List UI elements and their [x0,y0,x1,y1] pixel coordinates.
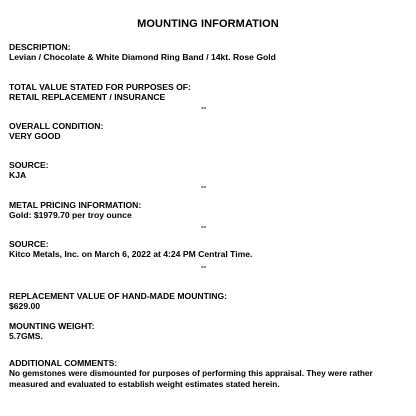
condition-value: VERY GOOD [9,131,61,141]
pricing-source-dash: -- [201,262,207,271]
metal-pricing-label: METAL PRICING INFORMATION: [9,200,142,210]
comments-label: ADDITIONAL COMMENTS: [9,358,118,368]
weight-label: MOUNTING WEIGHT: [9,321,95,331]
pricing-source-value: Kitco Metals, Inc. on March 6, 2022 at 4:24 PM Central Time. [9,249,253,259]
condition-section [9,121,409,141]
comments-section [9,358,409,389]
total-value-label-line2: RETAIL REPLACEMENT / INSURANCE [9,92,166,102]
description-label: DESCRIPTION: [9,42,71,52]
condition-label: OVERALL CONDITION: [9,121,104,131]
comments-line2: measured and evaluated to establish weight estimates stated herein. [9,378,280,389]
source-label: SOURCE: [9,160,49,170]
metal-pricing-section [9,200,409,220]
source-section [9,160,409,180]
weight-value: 5.7GMS. [9,331,43,341]
comments-line1: No gemstones were dismounted for purposes of performing this appraisal. They were rather [9,368,373,378]
total-value-dash: -- [201,103,207,112]
replacement-value-amount: $629.00 [9,301,41,311]
pricing-source-section [9,239,409,259]
replacement-value-section [9,291,409,311]
replacement-value-label: REPLACEMENT VALUE OF HAND-MADE MOUNTING: [9,291,228,301]
source-dash: -- [201,182,207,191]
pricing-source-label: SOURCE: [9,239,49,249]
description-value: Levian / Chocolate & White Diamond Ring Band / 14kt. Rose Gold [9,52,276,62]
total-value-section [9,82,409,102]
total-value-label-line1: TOTAL VALUE STATED FOR PURPOSES OF: [9,82,191,92]
metal-pricing-value: Gold: $1979.70 per troy ounce [9,210,132,220]
metal-pricing-dash: -- [201,222,207,231]
description-section [9,42,409,62]
source-value: KJA [9,170,27,180]
page-title: MOUNTING INFORMATION [137,18,279,30]
weight-section [9,321,409,341]
